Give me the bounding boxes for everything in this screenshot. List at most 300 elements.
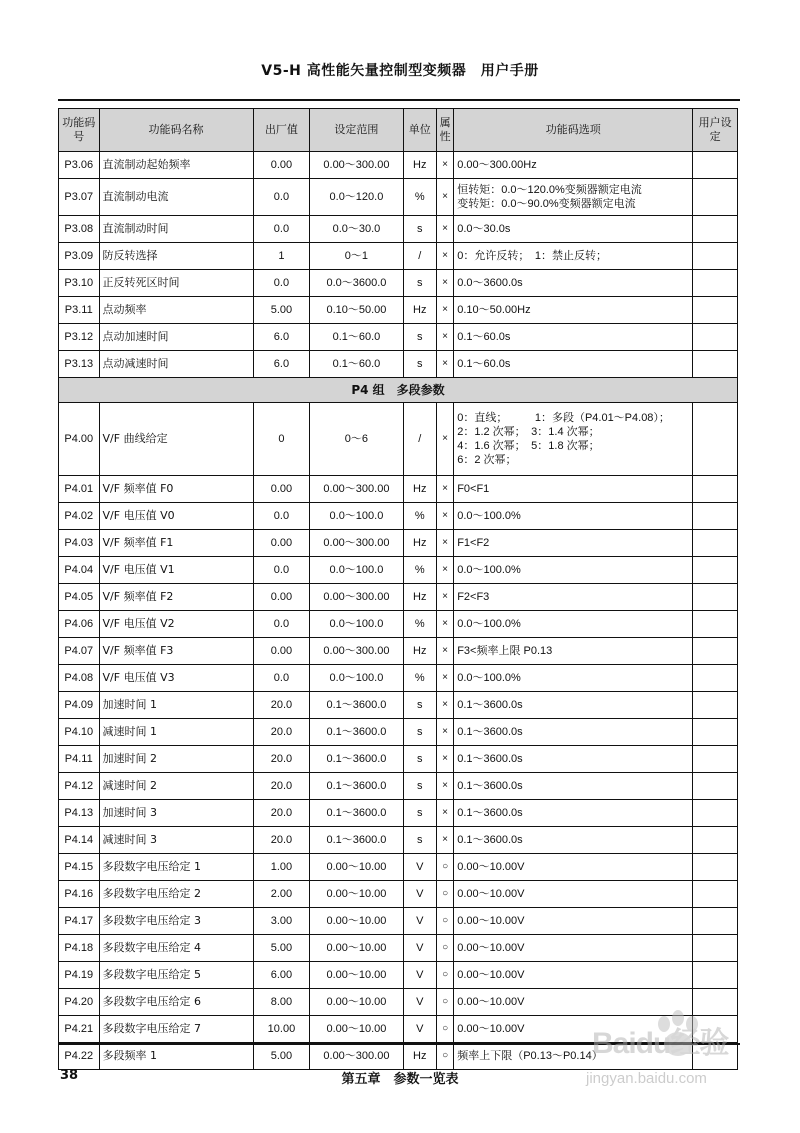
param-default: 20.0 [253,773,310,800]
table-row [59,557,738,584]
header-name: 功能码名称 [99,109,253,152]
param-attribute: × [436,665,453,692]
param-default: 1 [253,243,310,270]
param-options [454,719,693,746]
param-user-setting [693,403,738,476]
option-line: 0：允许反转； 1：禁止反转； [457,250,607,262]
param-default: 20.0 [253,746,310,773]
param-range: 0.1～3600.0 [310,827,403,854]
option-line: 0.00～10.00V [457,888,525,900]
param-options [454,746,693,773]
param-code: P3.07 [59,179,100,216]
param-user-setting [693,665,738,692]
param-attribute: × [436,476,453,503]
param-unit: / [403,243,436,270]
param-code: P3.11 [59,297,100,324]
param-default: 20.0 [253,719,310,746]
param-code: P4.11 [59,746,100,773]
header-options: 功能码选项 [454,109,693,152]
param-range: 0.00～10.00 [310,935,403,962]
option-line: 0.0～30.0s [457,223,511,235]
option-line: 0.1～3600.0s [457,807,523,819]
param-unit: V [403,881,436,908]
table-row [59,692,738,719]
param-options [454,962,693,989]
param-default: 0.0 [253,665,310,692]
group-p3-body [59,152,738,378]
param-attribute: ○ [436,908,453,935]
param-range: 0.10～50.00 [310,297,403,324]
param-attribute: × [436,216,453,243]
option-line: 0.1～3600.0s [457,780,523,792]
param-user-setting [693,179,738,216]
param-unit: Hz [403,476,436,503]
param-range: 0.00～300.00 [310,530,403,557]
table-row [59,351,738,378]
param-attribute: × [436,351,453,378]
option-line: 0.0～100.0% [457,672,521,684]
table-row [59,935,738,962]
param-user-setting [693,881,738,908]
param-name: 多段数字电压给定 6 [99,989,253,1016]
param-range: 0.00～300.00 [310,1043,403,1070]
option-line: 0.1～60.0s [457,358,511,370]
group-p4-header-body [59,378,738,403]
param-range: 0.0～3600.0 [310,270,403,297]
param-name: 减速时间 2 [99,773,253,800]
param-name: V/F 频率值 F3 [99,638,253,665]
option-line: F2<F3 [457,591,490,603]
param-default: 20.0 [253,692,310,719]
param-code: P4.03 [59,530,100,557]
param-code: P3.08 [59,216,100,243]
param-default: 0.0 [253,216,310,243]
param-attribute: ○ [436,1016,453,1043]
param-unit: Hz [403,530,436,557]
param-code: P4.04 [59,557,100,584]
param-options [454,503,693,530]
table-row [59,746,738,773]
header-rule [58,99,740,101]
param-user-setting [693,908,738,935]
param-unit: s [403,719,436,746]
param-unit: s [403,270,436,297]
option-line: 0.0～100.0% [457,618,521,630]
table-row [59,962,738,989]
param-range: 0.00～300.00 [310,584,403,611]
param-code: P3.13 [59,351,100,378]
param-default: 0 [253,403,310,476]
param-options [454,152,693,179]
param-default: 1.00 [253,854,310,881]
param-user-setting [693,324,738,351]
param-attribute: × [436,746,453,773]
param-code: P4.01 [59,476,100,503]
param-range: 0.0～100.0 [310,557,403,584]
header-attr: 属性 [436,109,453,152]
option-line: 2：1.2 次幂； 3：1.4 次幂； [457,426,600,438]
param-code: P3.10 [59,270,100,297]
param-range: 0.1～3600.0 [310,692,403,719]
param-name: V/F 频率值 F1 [99,530,253,557]
table-row [59,773,738,800]
param-default: 0.00 [253,476,310,503]
param-range: 0.00～10.00 [310,989,403,1016]
param-attribute: × [436,324,453,351]
table-row [59,611,738,638]
baidu-watermark [572,1008,772,1108]
param-range: 0.0～100.0 [310,665,403,692]
param-range: 0.1～3600.0 [310,773,403,800]
table-row [59,297,738,324]
param-default: 0.0 [253,179,310,216]
param-unit: V [403,962,436,989]
param-options [454,935,693,962]
param-name: 多段数字电压给定 7 [99,1016,253,1043]
param-unit: / [403,403,436,476]
param-range: 0.1～60.0 [310,324,403,351]
param-unit: s [403,800,436,827]
param-name: 直流制动起始频率 [99,152,253,179]
param-options [454,216,693,243]
param-code: P4.17 [59,908,100,935]
param-range: 0.00～300.00 [310,476,403,503]
table-row [59,881,738,908]
param-unit: V [403,989,436,1016]
group-p4-first-body [59,403,738,476]
param-name: 多段数字电压给定 3 [99,908,253,935]
param-user-setting [693,270,738,297]
param-name: 直流制动时间 [99,216,253,243]
chapter-title: 第五章 参数一览表 [341,1072,459,1087]
param-user-setting [693,827,738,854]
param-range: 0.00～300.00 [310,152,403,179]
option-line: 恒转矩：0.0～120.0%变频器额定电流 [457,184,642,196]
param-name: V/F 频率值 F0 [99,476,253,503]
param-attribute: ○ [436,962,453,989]
watermark-url: jingyan.baidu.com [586,1070,707,1087]
option-line: F3<频率上限 P0.13 [457,645,553,657]
param-range: 0.00～10.00 [310,962,403,989]
param-default: 3.00 [253,908,310,935]
option-line: 0.0～100.0% [457,564,521,576]
table-row [59,854,738,881]
param-options [454,557,693,584]
param-user-setting [693,503,738,530]
param-unit: s [403,827,436,854]
param-default: 20.0 [253,827,310,854]
param-unit: s [403,324,436,351]
param-attribute: ○ [436,989,453,1016]
param-code: P3.09 [59,243,100,270]
param-default: 2.00 [253,881,310,908]
param-name: 点动减速时间 [99,351,253,378]
param-range: 0.1～60.0 [310,351,403,378]
param-options [454,324,693,351]
table-row [59,243,738,270]
param-range: 0.00～10.00 [310,854,403,881]
param-default: 0.0 [253,503,310,530]
param-range: 0.0～100.0 [310,503,403,530]
page-number: 38 [60,1068,79,1083]
table-row [59,584,738,611]
param-attribute: × [436,557,453,584]
param-unit: Hz [403,152,436,179]
param-default: 5.00 [253,935,310,962]
table-row [59,638,738,665]
option-line: 0.0～100.0% [457,510,521,522]
param-range: 0～1 [310,243,403,270]
param-attribute: ○ [436,935,453,962]
param-code: P4.16 [59,881,100,908]
table-row [59,152,738,179]
option-line: 0.1～3600.0s [457,834,523,846]
param-user-setting [693,692,738,719]
param-default: 8.00 [253,989,310,1016]
param-attribute: × [436,270,453,297]
param-user-setting [693,216,738,243]
param-name: 多段频率 1 [99,1043,253,1070]
param-attribute: × [436,297,453,324]
group-p4-title: P4 组 多段参数 [59,378,738,403]
table-row [59,476,738,503]
param-code: P4.12 [59,773,100,800]
table-row [59,530,738,557]
param-unit: s [403,692,436,719]
param-user-setting [693,854,738,881]
watermark-brand: Baidu经验 [592,1027,729,1060]
param-name: 加速时间 1 [99,692,253,719]
group-title-row [59,378,738,403]
param-unit: % [403,557,436,584]
param-attribute: × [436,827,453,854]
param-attribute: × [436,403,453,476]
document-title: V5-H 高性能矢量控制型变频器 用户手册 [261,63,539,79]
option-line: 4：1.6 次幂； 5：1.8 次幂； [457,440,600,452]
param-code: P4.02 [59,503,100,530]
param-name: 多段数字电压给定 4 [99,935,253,962]
param-default: 5.00 [253,297,310,324]
param-attribute: × [436,800,453,827]
option-line: 0.0～3600.0s [457,277,523,289]
param-user-setting [693,152,738,179]
param-range: 0.00～300.00 [310,638,403,665]
option-line: 频率上下限（P0.13～P0.14） [457,1050,603,1062]
param-code: P4.22 [59,1043,100,1070]
param-range: 0.0～120.0 [310,179,403,216]
param-unit: V [403,1016,436,1043]
param-default: 10.00 [253,1016,310,1043]
param-code: P4.05 [59,584,100,611]
option-line: 0.00～10.00V [457,942,525,954]
header-user: 用户设定 [693,109,738,152]
option-line: 0.1～3600.0s [457,726,523,738]
param-code: P4.20 [59,989,100,1016]
param-unit: s [403,773,436,800]
option-line: F1<F2 [457,537,490,549]
param-code: P3.06 [59,152,100,179]
param-unit: % [403,665,436,692]
option-line: 0.1～3600.0s [457,753,523,765]
param-attribute: ○ [436,854,453,881]
param-unit: V [403,854,436,881]
param-unit: Hz [403,638,436,665]
param-options [454,800,693,827]
param-user-setting [693,557,738,584]
param-code: P4.06 [59,611,100,638]
param-unit: Hz [403,584,436,611]
param-name: 多段数字电压给定 1 [99,854,253,881]
param-name: 直流制动电流 [99,179,253,216]
param-code: P4.09 [59,692,100,719]
param-default: 6.00 [253,962,310,989]
param-attribute: × [436,611,453,638]
param-default: 0.00 [253,584,310,611]
param-user-setting [693,746,738,773]
param-range: 0.00～10.00 [310,881,403,908]
param-default: 6.0 [253,324,310,351]
option-line: 0.00～10.00V [457,969,525,981]
param-user-setting [693,351,738,378]
param-unit: s [403,746,436,773]
table-row [59,324,738,351]
param-range: 0.1～3600.0 [310,800,403,827]
table-header-row [59,109,738,152]
param-user-setting [693,530,738,557]
param-code: P4.10 [59,719,100,746]
option-line: 0：直线； 1：多段（P4.01～P4.08）； [457,412,670,424]
param-unit: s [403,351,436,378]
param-options [454,665,693,692]
param-name: V/F 电压值 V1 [99,557,253,584]
param-options [454,179,693,216]
table-row [59,270,738,297]
param-name: 正反转死区时间 [99,270,253,297]
param-code: P4.14 [59,827,100,854]
param-default: 6.0 [253,351,310,378]
param-code: P4.07 [59,638,100,665]
option-line: 0.00～10.00V [457,1023,525,1035]
param-options [454,476,693,503]
param-user-setting [693,611,738,638]
param-default: 0.0 [253,611,310,638]
param-default: 0.00 [253,638,310,665]
param-options [454,638,693,665]
table-row [59,800,738,827]
param-user-setting [693,719,738,746]
option-line: 0.10～50.00Hz [457,304,531,316]
option-line: 6：2 次幂； [457,454,517,466]
param-options [454,692,693,719]
param-range: 0.00～10.00 [310,908,403,935]
table-row [59,179,738,216]
param-code: P4.21 [59,1016,100,1043]
param-unit: s [403,216,436,243]
param-code: P4.19 [59,962,100,989]
option-line: 0.00～10.00V [457,996,525,1008]
param-code: P4.13 [59,800,100,827]
param-name: 减速时间 1 [99,719,253,746]
param-default: 20.0 [253,800,310,827]
parameter-table [58,108,738,1070]
param-options [454,773,693,800]
param-name: V/F 电压值 V0 [99,503,253,530]
param-user-setting [693,638,738,665]
param-name: 点动加速时间 [99,324,253,351]
param-attribute: × [436,243,453,270]
param-user-setting [693,476,738,503]
param-attribute: × [436,719,453,746]
option-line: 变转矩：0.0～90.0%变频器额定电流 [457,198,636,210]
param-options [454,270,693,297]
param-default: 5.00 [253,1043,310,1070]
param-name: 防反转选择 [99,243,253,270]
param-options [454,403,693,476]
param-user-setting [693,800,738,827]
group-p4-body [59,476,738,1070]
param-attribute: × [436,152,453,179]
param-unit: Hz [403,1043,436,1070]
param-attribute: × [436,530,453,557]
param-default: 0.0 [253,270,310,297]
option-line: 0.00～300.00Hz [457,159,537,171]
table-row [59,665,738,692]
param-options [454,530,693,557]
table-row [59,216,738,243]
param-user-setting [693,297,738,324]
param-options [454,243,693,270]
param-range: 0.1～3600.0 [310,719,403,746]
param-unit: V [403,935,436,962]
table-row [59,403,738,476]
option-line: 0.00～10.00V [457,915,525,927]
param-default: 0.0 [253,557,310,584]
param-options [454,584,693,611]
param-options [454,297,693,324]
param-options [454,351,693,378]
option-line: F0<F1 [457,483,490,495]
param-range: 0.00～10.00 [310,1016,403,1043]
param-code: P4.15 [59,854,100,881]
param-name: V/F 频率值 F2 [99,584,253,611]
param-name: 多段数字电压给定 5 [99,962,253,989]
param-unit: V [403,908,436,935]
param-options [454,827,693,854]
param-attribute: × [436,638,453,665]
param-user-setting [693,243,738,270]
param-range: 0～6 [310,403,403,476]
table-row [59,503,738,530]
param-name: 加速时间 3 [99,800,253,827]
param-options [454,854,693,881]
param-name: 点动频率 [99,297,253,324]
param-code: P4.00 [59,403,100,476]
param-options [454,611,693,638]
header-unit: 单位 [403,109,436,152]
param-unit: Hz [403,297,436,324]
option-line: 0.00～10.00V [457,861,525,873]
header-code: 功能码号 [59,109,100,152]
param-user-setting [693,584,738,611]
param-unit: % [403,611,436,638]
param-attribute: × [436,584,453,611]
param-name: 加速时间 2 [99,746,253,773]
param-attribute: ○ [436,881,453,908]
param-range: 0.0～100.0 [310,611,403,638]
param-attribute: × [436,503,453,530]
param-options [454,881,693,908]
param-default: 0.00 [253,152,310,179]
